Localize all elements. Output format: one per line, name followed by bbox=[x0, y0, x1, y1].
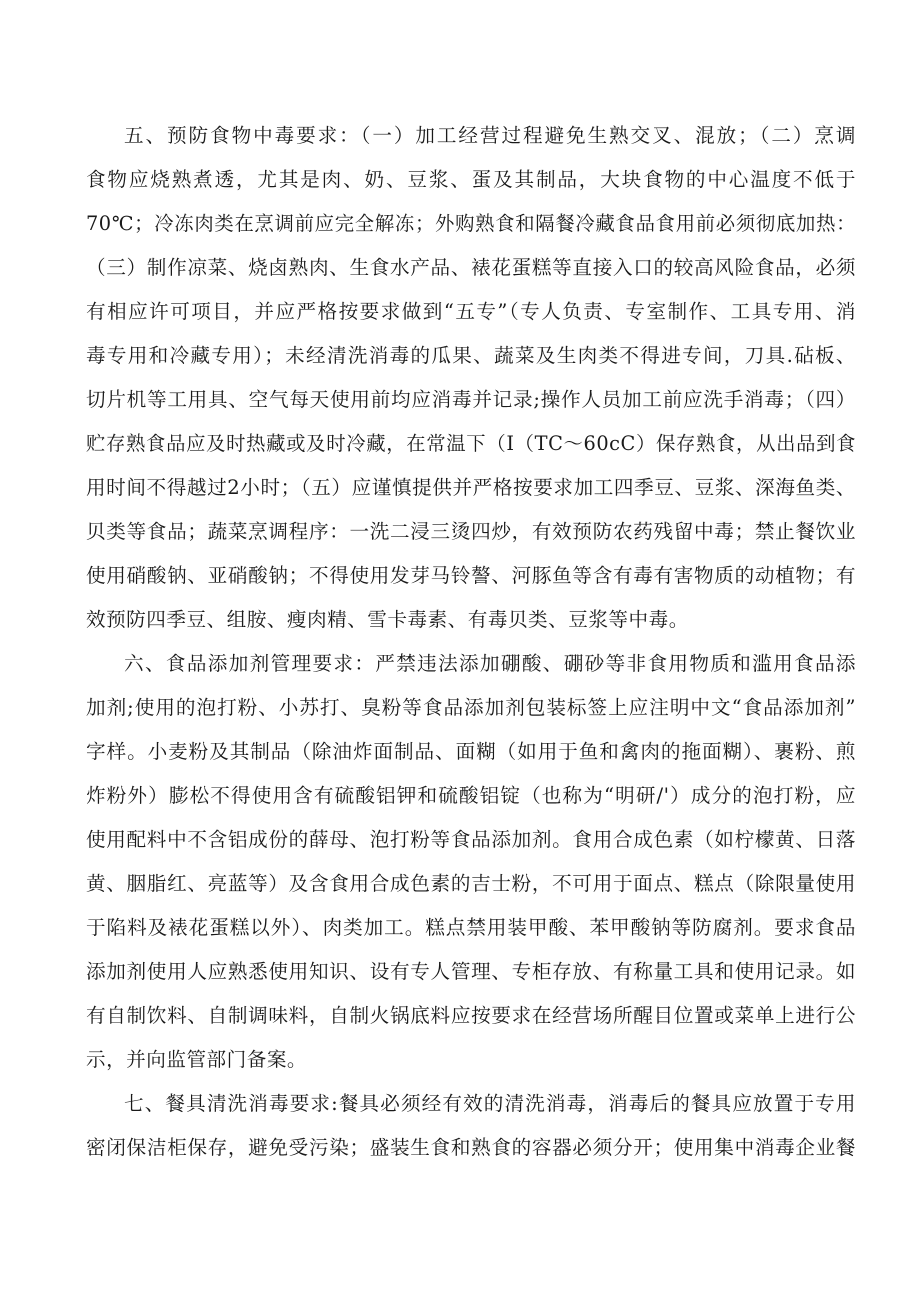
section-5-line-2: 食物应烧熟煮透，尤其是肉、奶、豆浆、蛋及其制品，大块食物的中心温度不低于 bbox=[86, 168, 856, 191]
section-5-line-12: 效预防四季豆、组胺、瘦肉精、雪卡毒素、有毒贝类、豆浆等中毒。 bbox=[86, 608, 689, 631]
section-6-line-10: 示，并向监管部门备案。 bbox=[86, 1048, 308, 1071]
section-5-line-10: 贝类等食品；蔬菜烹调程序：一洗二浸三烫四炒，有效预防农药残留中毒；禁止餐饮业 bbox=[86, 520, 856, 543]
section-6-line-7: 于陷料及裱花蛋糕以外）、肉类加工。糕点禁用装甲酸、苯甲酸钠等防腐剂。要求食品 bbox=[86, 916, 856, 939]
section-6-line-8: 添加剂使用人应熟悉使用知识、设有专人管理、专柜存放、有称量工具和使用记录。如 bbox=[86, 960, 856, 983]
section-6-line-4: 炸粉外）膨松不得使用含有硫酸铝钾和硫酸铝锭（也称为“明研/'）成分的泡打粉，应 bbox=[86, 784, 856, 807]
section-6-line-9: 有自制饮料、自制调味料，自制火锅底料应按要求在经营场所醒目位置或菜单上进行公 bbox=[86, 1004, 856, 1027]
section-6-line-6: 黄、胭脂红、亮蓝等）及含食用合成色素的吉士粉，不可用于面点、糕点（除限量使用 bbox=[86, 872, 856, 895]
section-5-line-3: 70℃；冷冻肉类在烹调前应完全解冻；外购熟食和隔餐冷藏食品食用前必须彻底加热： bbox=[86, 212, 856, 235]
section-5-line-6: 毒专用和冷藏专用）；未经清洗消毒的瓜果、蔬菜及生肉类不得进专间，刀具.砧板、 bbox=[86, 344, 856, 367]
section-5-line-9: 用时间不得越过2小时；（五）应谨慎提供并严格按要求加工四季豆、豆浆、深海鱼类、 bbox=[86, 476, 856, 499]
section-5-line-1: 五、预防食物中毒要求：（一）加工经营过程避免生熟交叉、混放；（二）烹调 bbox=[124, 124, 856, 147]
section-6-line-5: 使用配料中不含铝成份的薛母、泡打粉等食品添加剂。食用合成色素（如柠檬黄、日落 bbox=[86, 828, 856, 851]
section-7-line-2: 密闭保洁柜保存，避免受污染；盛装生食和熟食的容器必须分开；使用集中消毒企业餐 bbox=[86, 1136, 856, 1159]
section-5-line-5: 有相应许可项目，并应严格按要求做到“五专”（专人负责、专室制作、工具专用、消 bbox=[86, 300, 856, 323]
section-6-line-2: 加剂;使用的泡打粉、小苏打、臭粉等食品添加剂包装标签上应注明中文“食品添加剂” bbox=[86, 696, 856, 719]
section-7-line-1: 七、餐具清洗消毒要求:餐具必须经有效的清洗消毒，消毒后的餐具应放置于专用 bbox=[124, 1092, 856, 1115]
section-6-line-3: 字样。小麦粉及其制品（除油炸面制品、面糊（如用于鱼和禽肉的拖面糊）、裹粉、煎 bbox=[86, 740, 856, 763]
section-5-line-4: （三）制作凉菜、烧卤熟肉、生食水产品、裱花蛋糕等直接入口的较高风险食品，必须 bbox=[86, 256, 856, 279]
section-6-line-1: 六、食品添加剂管理要求：严禁违法添加硼酸、硼砂等非食用物质和滥用食品添 bbox=[124, 652, 856, 675]
section-5-line-8: 贮存熟食品应及时热藏或及时冷藏，在常温下（I（TC〜60cC）保存熟食，从出品到食 bbox=[86, 432, 856, 455]
section-5-line-11: 使用硝酸钠、亚硝酸钠；不得使用发芽马铃謷、河豚鱼等含有毒有害物质的动植物；有 bbox=[86, 564, 856, 587]
section-5-line-7: 切片机等工用具、空气每天使用前均应消毒并记录;操作人员加工前应洗手消毒；（四） bbox=[86, 388, 856, 411]
